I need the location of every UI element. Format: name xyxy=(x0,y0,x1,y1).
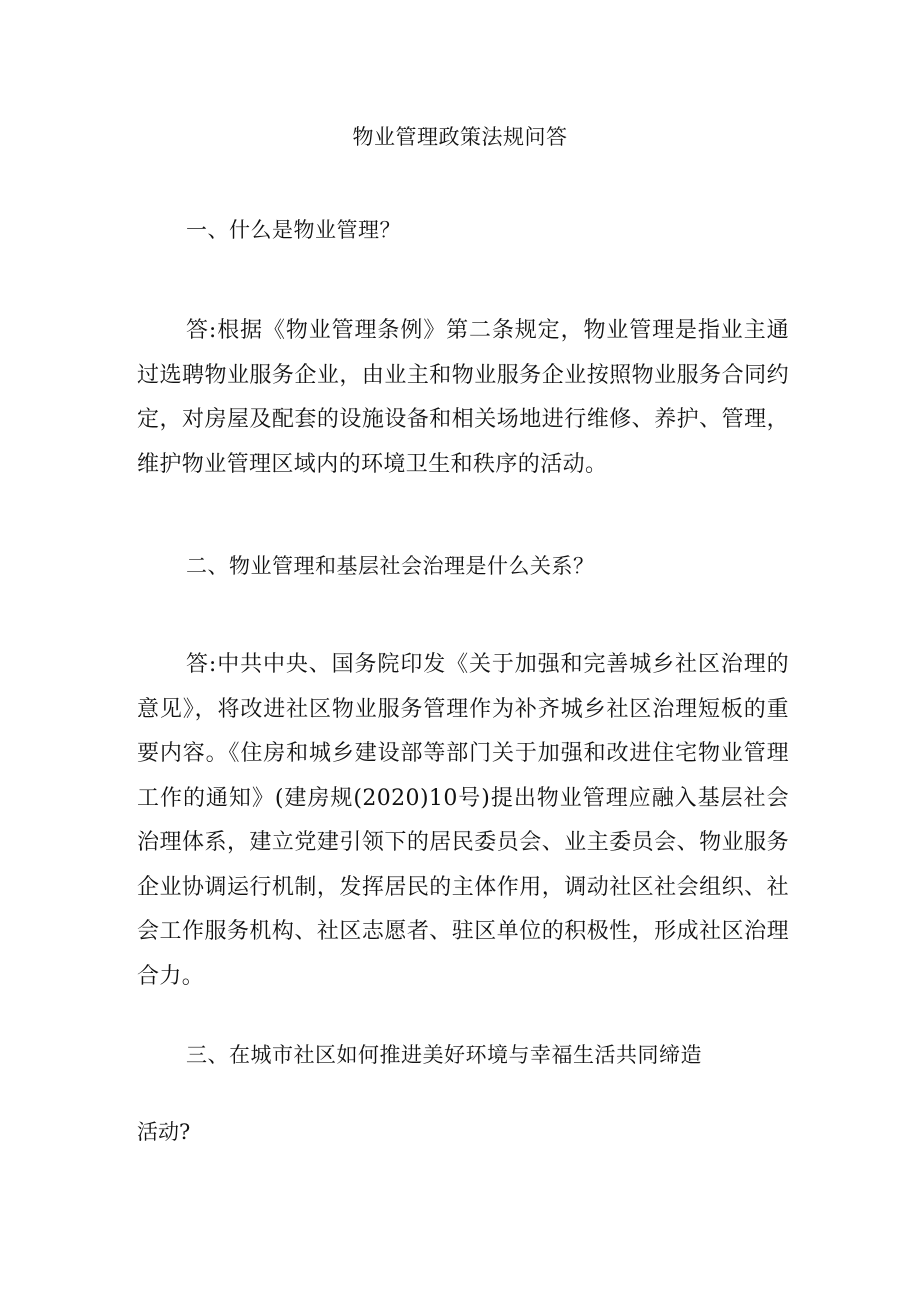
document-title: 物业管理政策法规问答 xyxy=(352,125,568,149)
question-2: 二、物业管理和基层社会治理是什么关系？ xyxy=(186,554,595,578)
answer-2: 答:中共中央、国务院印发《关于加强和完善城乡社区治理的意见》，将改进社区物业服务管理作为补齐城乡社区治理短板的重要内容。《住房和城乡建设部等部门关于加强和改进住宅物业管理工作的通知》(建房规(2020)10号)提出物业管理应融入基层社会治理体系，建立党建引领下的居民委员会、业主委员会、物业服务企业协调运行机制，发挥居民的主体作用，调动社区社会组织、社会工作服务机构、社区志愿者、驻区单位的积极性，形成社区治理合力。 xyxy=(137,652,789,989)
question-3-continued: 活动? xyxy=(137,1120,191,1144)
question-3: 三、在城市社区如何推进美好环境与幸福生活共同缔造 xyxy=(186,1043,702,1067)
answer-1: 答:根据《物业管理条例》第二条规定，物业管理是指业主通过选聘物业服务企业，由业主和物业服务企业按照物业服务合同约定，对房屋及配套的设施设备和相关场地进行维修、养护、管理，维护物业管理区域内的环境卫生和秩序的活动。 xyxy=(137,318,789,477)
question-1: 一、什么是物业管理？ xyxy=(186,218,401,242)
